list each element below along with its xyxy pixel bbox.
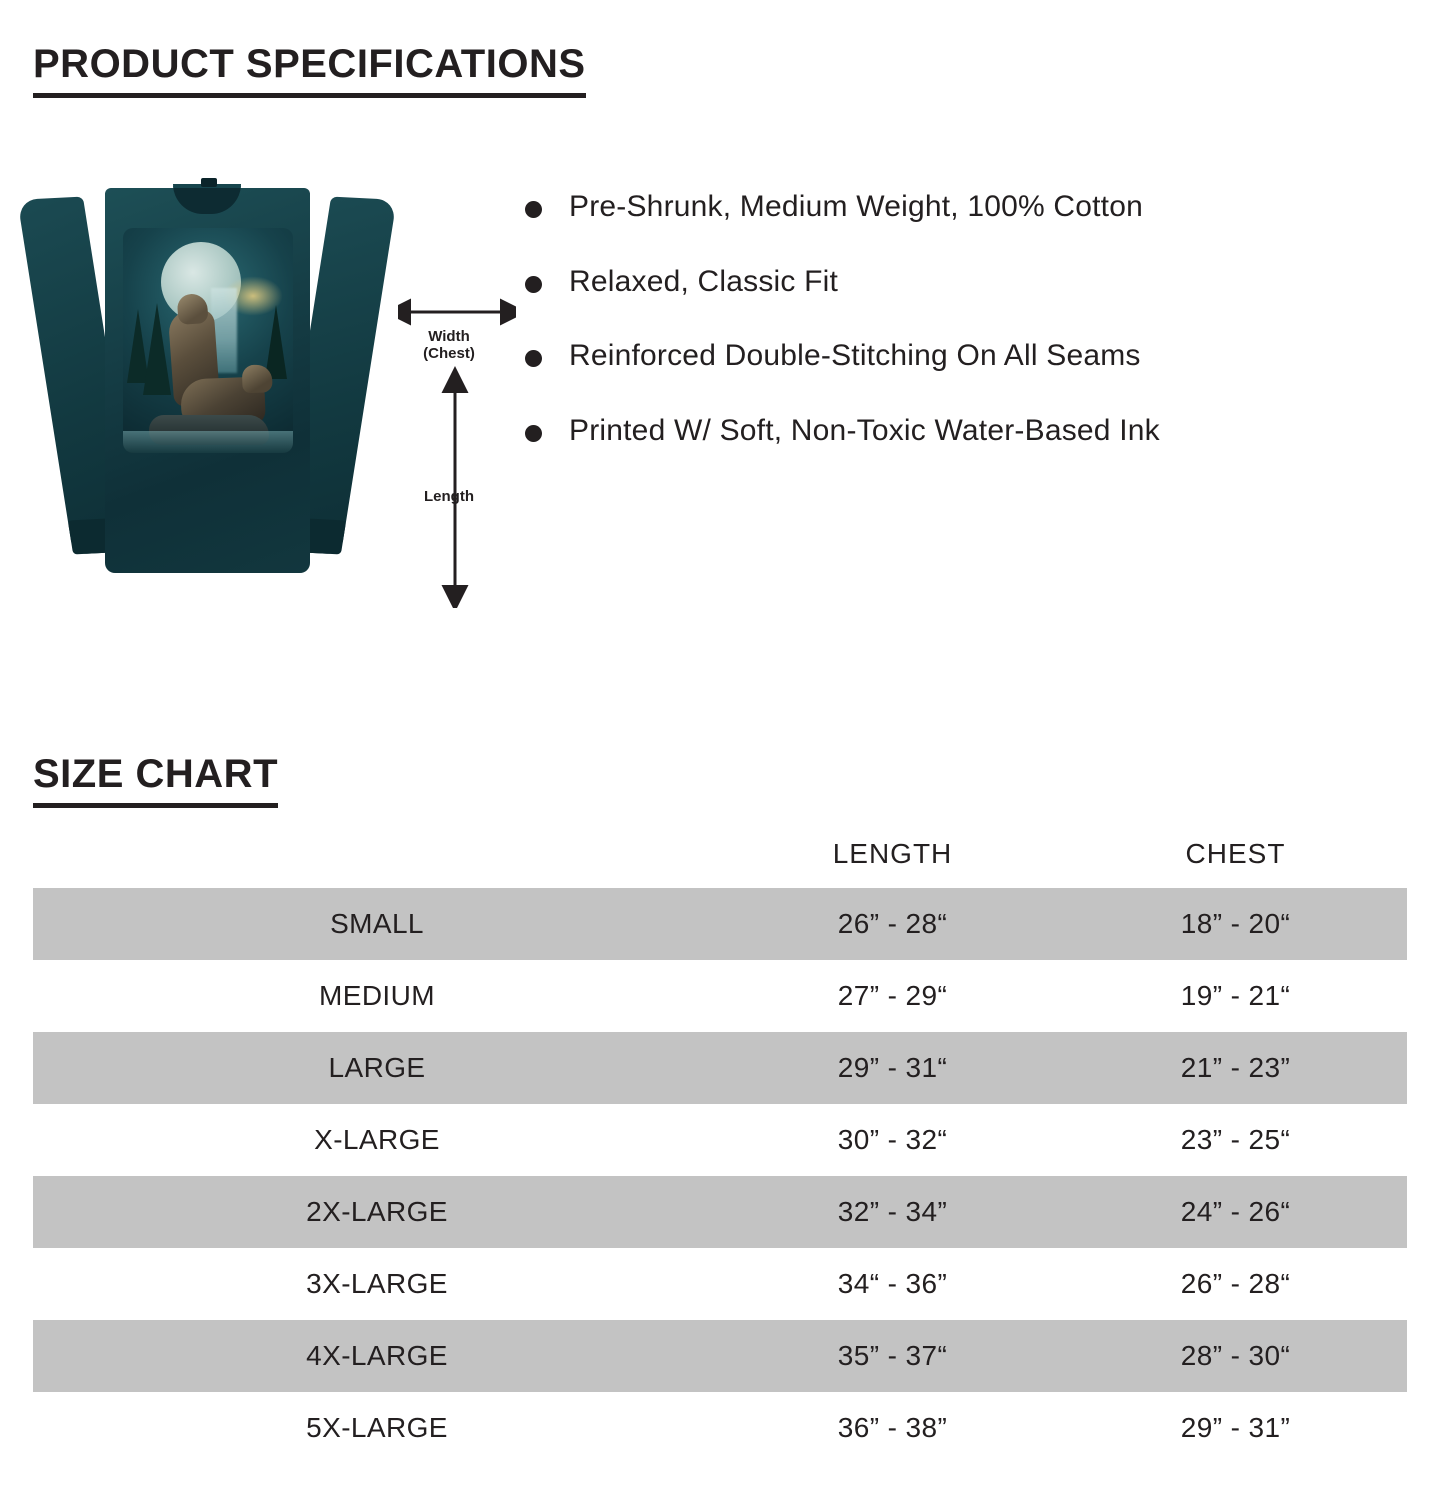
column-header-size <box>33 832 721 888</box>
list-item <box>525 263 1425 301</box>
page-title: PRODUCT SPECIFICATIONS <box>33 42 586 98</box>
wolf-moon-print-artwork <box>123 228 293 453</box>
cell-length: 29” - 31“ <box>721 1032 1064 1104</box>
table-row <box>33 1176 1407 1248</box>
product-shirt-image <box>25 170 385 580</box>
cell-size: 2X-LARGE <box>33 1176 721 1248</box>
size-chart-table <box>33 832 1407 1464</box>
cell-chest: 29” - 31” <box>1180 1412 1291 1443</box>
list-item <box>525 412 1425 450</box>
cell-chest: 23” - 25“ <box>1180 1124 1291 1155</box>
cell-length: 27” - 29“ <box>837 980 948 1011</box>
cell-size: LARGE <box>33 1032 721 1104</box>
cell-size: 3X-LARGE <box>306 1268 448 1299</box>
tree-icon <box>143 303 171 395</box>
width-label-line1: Width <box>428 328 470 345</box>
table-row <box>33 1248 1407 1320</box>
cell-chest: 21” - 23” <box>1064 1032 1407 1104</box>
column-header-chest: CHEST <box>1185 838 1286 869</box>
table-row <box>33 888 1407 960</box>
feature-text: Reinforced Double-Stitching On All Seams <box>569 339 1141 372</box>
width-measure-label <box>394 328 504 363</box>
table-row <box>33 1392 1407 1464</box>
cell-chest: 26” - 28“ <box>1180 1268 1291 1299</box>
size-chart-title: SIZE CHART <box>33 752 278 808</box>
measurement-arrows-svg <box>398 228 516 608</box>
table-row <box>33 1320 1407 1392</box>
feature-text: Printed W/ Soft, Non-Toxic Water-Based Ink <box>569 413 1160 447</box>
list-item <box>525 337 1425 375</box>
cell-chest: 24” - 26“ <box>1064 1176 1407 1248</box>
table-row <box>33 1032 1407 1104</box>
cell-length: 30” - 32“ <box>837 1124 948 1155</box>
cell-length: 26” - 28“ <box>721 888 1064 960</box>
cell-length: 34“ - 36” <box>837 1268 948 1299</box>
product-specifications-section <box>0 150 1440 620</box>
feature-text: Relaxed, Classic Fit <box>569 264 839 298</box>
table-row <box>33 960 1407 1032</box>
bullet-dot-icon <box>525 350 542 367</box>
table-row <box>33 1104 1407 1176</box>
column-header-length: LENGTH <box>832 838 953 869</box>
measurement-diagram <box>398 228 516 608</box>
cell-chest: 18” - 20“ <box>1064 888 1407 960</box>
bullet-dot-icon <box>525 201 542 218</box>
cell-size: MEDIUM <box>319 980 435 1011</box>
feature-bullet-list <box>525 188 1425 486</box>
width-label-line2: (Chest) <box>423 345 475 363</box>
feature-text: Pre-Shrunk, Medium Weight, 100% Cotton <box>569 190 1143 223</box>
cell-chest: 19” - 21“ <box>1180 980 1291 1011</box>
cell-length: 36” - 38” <box>837 1412 948 1443</box>
water <box>123 431 293 453</box>
product-specifications-heading-wrap <box>33 42 586 98</box>
bullet-dot-icon <box>525 425 542 442</box>
table-header-row <box>33 832 1407 888</box>
shirt-collar-tag <box>201 178 217 187</box>
cell-size: 5X-LARGE <box>306 1412 448 1443</box>
cell-size: X-LARGE <box>314 1124 440 1155</box>
bullet-dot-icon <box>525 276 542 293</box>
cell-length: 32” - 34” <box>721 1176 1064 1248</box>
tree-icon <box>265 305 287 379</box>
cell-length: 35” - 37“ <box>721 1320 1064 1392</box>
cell-chest: 28” - 30“ <box>1064 1320 1407 1392</box>
cell-size: 4X-LARGE <box>33 1320 721 1392</box>
length-measure-label: Length <box>424 488 474 505</box>
cell-size: SMALL <box>33 888 721 960</box>
size-chart-heading-wrap <box>33 752 278 808</box>
list-item <box>525 188 1425 226</box>
